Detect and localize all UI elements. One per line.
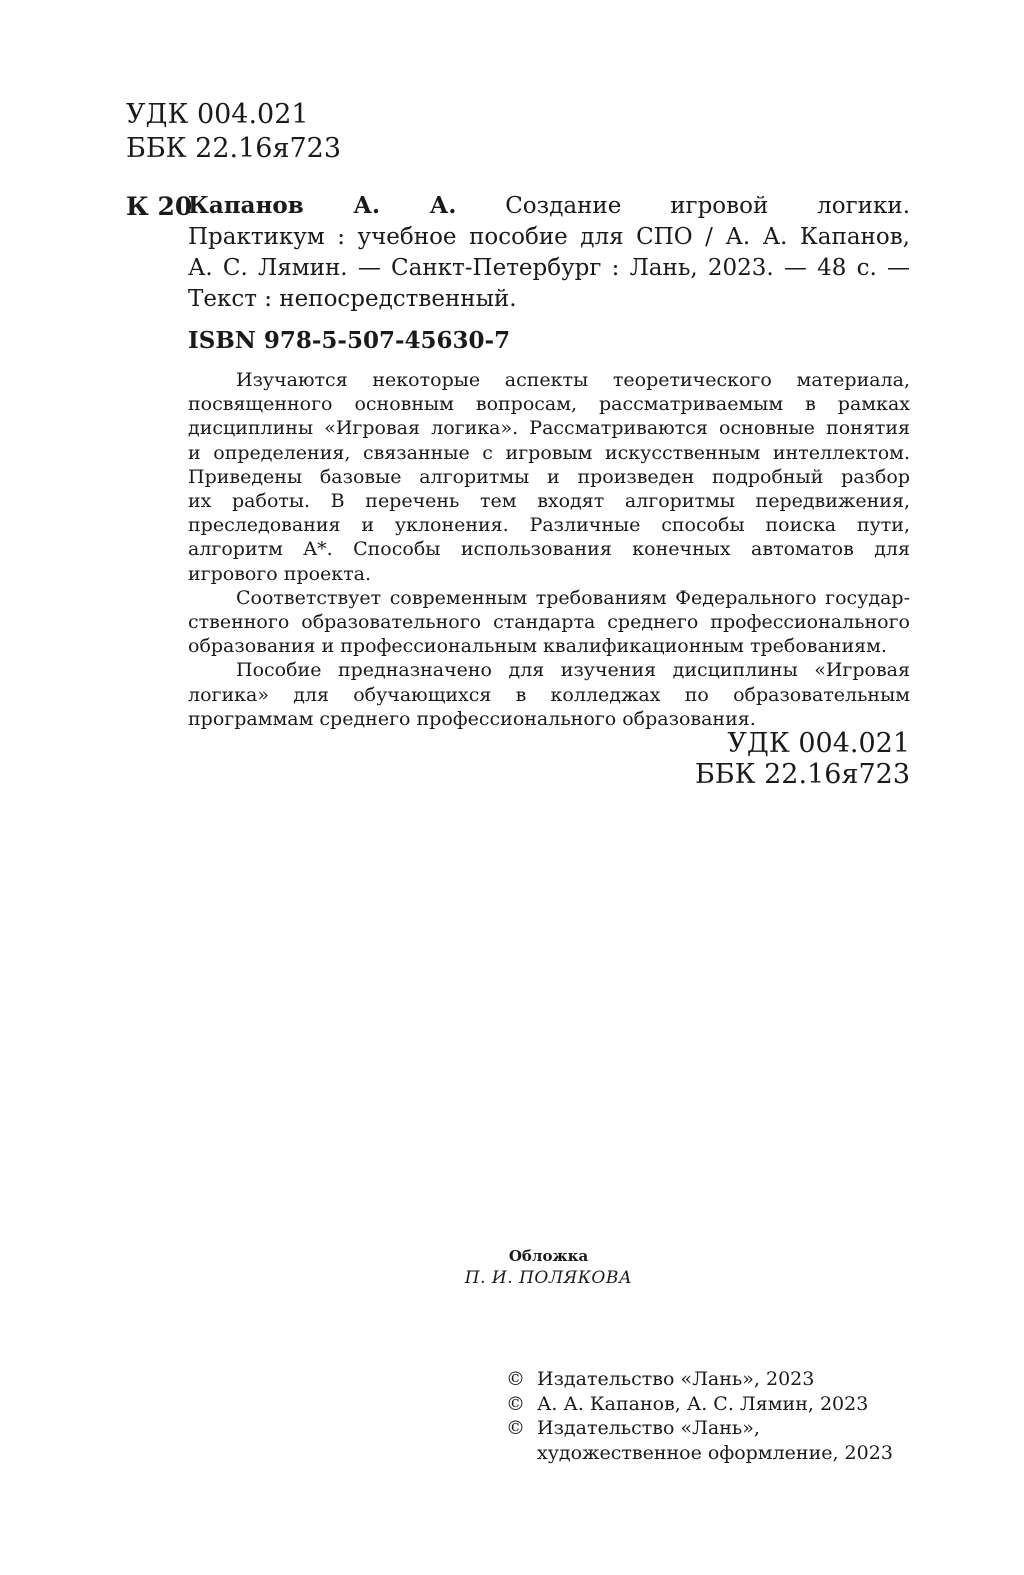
abstract-line: преследования и уклонения. Различные способы поиска пути, (188, 514, 910, 537)
author-mark: К 20 (126, 192, 193, 221)
abstract-line: программам среднего профессионального образования. (188, 707, 756, 730)
isbn: ISBN 978-5-507-45630-7 (188, 327, 511, 354)
copyright-text: художественное оформление, 2023 (537, 1441, 893, 1464)
abstract-line: Соответствует современным требованиям Федерального государ- (236, 586, 910, 609)
copyright-row (506, 1441, 893, 1466)
copyright-icon: © (506, 1368, 525, 1390)
abstract-line: логика» для обучающихся в колледжах по образовательным (188, 683, 910, 706)
abstract-line: Приведены базовые алгоритмы и произведен подробный разбор (188, 465, 910, 488)
bbk-code-bottom: ББК 22.16я723 (694, 759, 910, 790)
udk-code-bottom: УДК 004.021 (727, 728, 910, 759)
abstract-line: Пособие предназначено для изучения дисциплины «Игровая (236, 659, 910, 682)
copyright-icon: © (506, 1392, 525, 1415)
bbk-code: ББК 22.16я723 (126, 133, 342, 164)
classification-footer (695, 728, 910, 790)
abstract-line: игрового проекта. (188, 562, 372, 585)
copyright-text: А. А. Капанов, А. С. Лямин, 2023 (537, 1392, 869, 1415)
record-line-2: Практикум : учебное пособие для СПО / А. А. Капанов, (188, 224, 910, 250)
bibliographic-record (188, 190, 910, 315)
copyright-row (506, 1416, 893, 1441)
copyright-text: Издательство «Лань», 2023 (537, 1368, 815, 1390)
abstract-line: алгоритм A*. Способы использования конечных автоматов для (188, 538, 910, 561)
copyright-row (506, 1392, 893, 1417)
abstract-line: ственного образовательного стандарта среднего профессионального (188, 611, 910, 634)
classification-header (126, 98, 341, 166)
record-line-1 (188, 190, 910, 222)
abstract-line: и определения, связанные с игровым искусственным интеллектом. (188, 441, 910, 464)
cover-label: Обложка (508, 1247, 589, 1265)
author-name: Капанов А. А. (188, 192, 457, 219)
copyright-text: Издательство «Лань», (537, 1417, 760, 1439)
abstract-line: дисциплины «Игровая логика». Рассматриваются основные понятия (188, 417, 910, 440)
abstract-line: Изучаются некоторые аспекты теоретического материала, (236, 369, 910, 391)
book-title: Создание игровой логики. (505, 193, 911, 219)
record-line-4: Текст : непосредственный. (188, 286, 517, 312)
record-line-3: А. С. Лямин. — Санкт-Петербург : Лань, 2023. — 48 с. — (188, 255, 910, 281)
copyright-row (506, 1367, 893, 1392)
abstract-line: их работы. В перечень тем входят алгоритмы передвижения, (188, 490, 910, 513)
abstract-line: образования и профессиональным квалификационным требованиям. (188, 635, 887, 658)
abstract-line: посвященного основным вопросам, рассматриваемым в рамках (188, 393, 910, 416)
copyright-icon: © (506, 1417, 525, 1439)
udk-code: УДК 004.021 (126, 99, 309, 130)
copyright-block (506, 1367, 893, 1465)
cover-designer: П. И. ПОЛЯКОВА (464, 1268, 633, 1288)
abstract (188, 368, 910, 731)
